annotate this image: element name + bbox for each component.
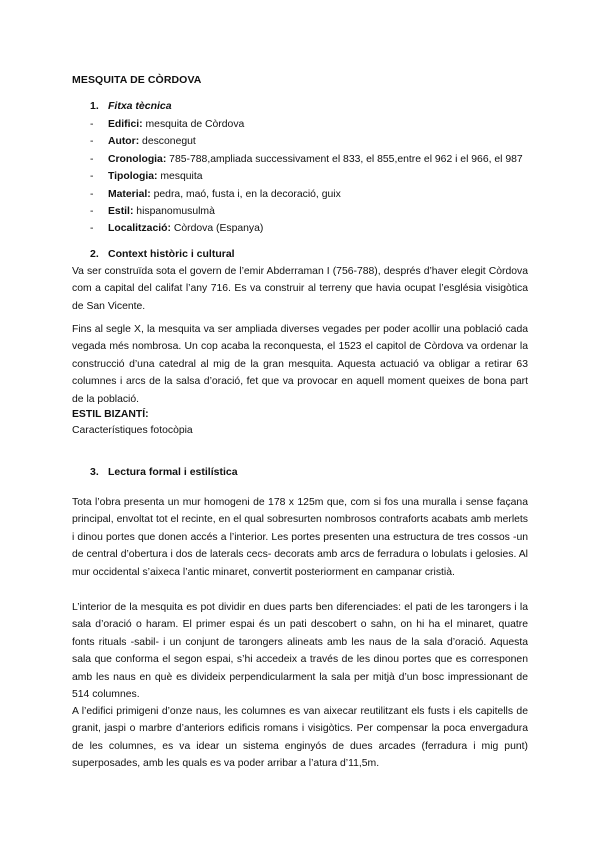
list-item: - Localització: Còrdova (Espanya) [90,223,264,235]
estil-text: Característiques fotocòpia [72,425,193,436]
section-3-paragraph-3: A l’edifici primigeni d’onze naus, les columnes es van aixecar reutilitzant els fusts i els capitells de granit, jaspi o marbre d’anteriors edificis romans i visigòtics. Per compensar la poca envergadura de les columnes, es va idear un sistema enginyós de dues arcades (ferradura i mig punt) superposades, amb les quals es va poder arribar a l’atura d’11,5m. [72,706,528,770]
section-3-title: Lectura formal i estilística [108,466,238,478]
estil-heading: ESTIL BIZANTÍ: [72,409,149,420]
list-item: - Autor: desconegut [90,136,196,148]
section-3-paragraph-1: Tota l’obra presenta un mur homogeni de 178 x 125m que, com si fos una muralla i sense façana principal, envoltat tot el recinte, en el qual sobresurten nombrosos contraforts acabats amb merlets i dinou portes que donen accés a l’interior. Les portes presenten una estructura de tres cossos -un de central d’obertura i dos de laterals cecs- decorats amb arcs de ferradura o lobulats i gelosies. Al mur occidental s’aixeca l’antic minaret, convertit posteriorment en campanar cristià. [72,497,528,578]
section-2-paragraph-1: Va ser construïda sota el govern de l’emir Abderraman I (756-788), després d’haver elegit Còrdova com a capital del califat l’any 716. Es va construir al terreny que havia ocupat l’església visigòtica de San Vicente. [72,266,528,312]
section-2-title: Context històric i cultural [108,248,235,260]
item-label: Cronologia: [108,153,167,165]
list-item: - Tipologia: mesquita [90,171,203,183]
document-title: MESQUITA DE CÒRDOVA [72,74,202,86]
section-2-paragraph-2: Fins al segle X, la mesquita va ser ampliada diverses vegades per poder acollir una població cada vegada més nombrosa. Un cop acaba la reconquesta, el 1523 el capitol de Còrdova va ordenar la construcció d’una catedral al mig de la gran mesquita. Aquesta actuació va obligar a retirar 63 columnes i arcs de la salsa d’oració, fet que va provocar en aquell moment queixes de bona part de la població. [72,324,528,405]
item-value: mesquita [157,171,203,183]
list-item: - Estil: hispanomusulmà [90,206,215,218]
item-label: Localització: [108,223,171,235]
item-label: Estil: [108,206,134,218]
item-label: Tipologia: [108,171,158,183]
list-item: - Edifici: mesquita de Còrdova [90,119,245,130]
item-value: desconegut [139,136,196,148]
item-label: Autor: [108,136,140,148]
item-label: Material: [108,188,151,200]
section-3-number: 3. [90,466,99,478]
section-2-number: 2. [90,248,99,260]
item-value: hispanomusulmà [133,206,215,218]
item-value: mesquita de Còrdova [142,119,245,130]
section-1-title: Fitxa tècnica [108,100,172,112]
item-label: Edifici: [108,119,143,130]
fitxa-tecnica-list [72,116,532,238]
section-1-number: 1. [90,100,99,112]
item-value: 785-788,ampliada successivament el 833, el 855,entre el 962 i el 966, el 987 [166,153,523,165]
item-value: pedra, maó, fusta i, en la decoració, guix [150,188,341,200]
list-item: - Material: pedra, maó, fusta i, en la decoració, guix [90,188,341,200]
item-value: Còrdova (Espanya) [170,223,264,235]
section-3-paragraph-2: L’interior de la mesquita es pot dividir en dues parts ben diferenciades: el pati de les tarongers i la sala d’oració o haram. El primer espai és un pati descobert o sahn, on hi ha el minaret, quatre fonts rituals -sabil- i un conjunt de tarongers alineats amb les naus de la sala d’oració. Aquesta sala que conforma el segon espai, s’hi accedeix a través de les dinou portes que es corresponen amb les naus en què es divideix perpendicularment la sala per mitjà d’un bosc impressionant de 514 columnes. [72,602,528,701]
list-item: - Cronologia: 785-788,ampliada successivament el 833, el 855,entre el 962 i el 966, el 987 [90,153,523,165]
